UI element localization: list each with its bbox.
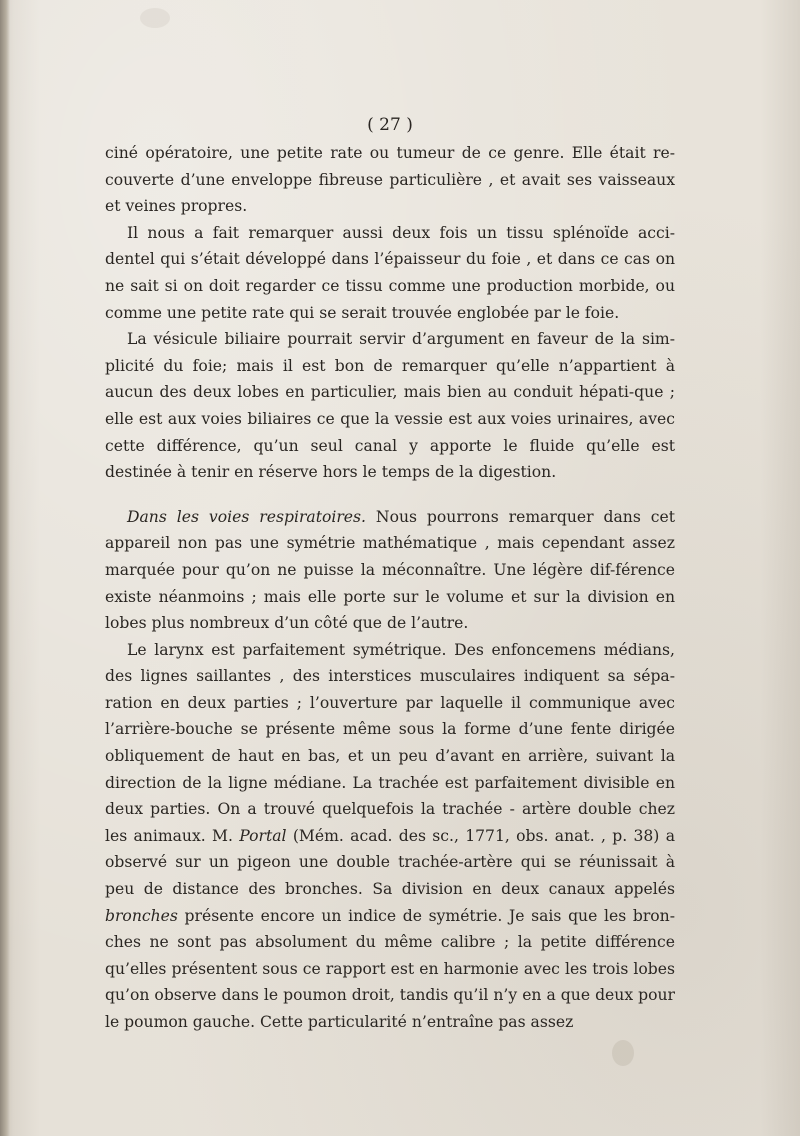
book-spine-shadow: [0, 0, 10, 1136]
paper-stain: [612, 1040, 634, 1066]
text-run: La vésicule biliaire pourrait servir d’argument en faveur de la sim-plicité du foie; mais il est bon de remarquer qu’elle n’appartient à aucun des deux lobes en particulier, mais bien au conduit hépati-que ; elle est aux voies biliaires ce que la vessie est aux voies urinaires, avec cette différence, qu’un seul canal y apporte le fluide qu’elle est destinée à tenir en réserve hors le temps de la digestion.: [105, 330, 675, 482]
paragraph-p5: [105, 637, 675, 1036]
paragraph-p1: [105, 140, 675, 220]
text-run: (Mém. acad. des sc., 1771, obs. anat. , p. 38) a observé sur un pigeon une double trachée-artère qui se réunissait à peu de distance des bronches. Sa division en deux canaux appelés: [105, 826, 675, 899]
book-page: [105, 112, 675, 1036]
text-run: ciné opératoire, une petite rate ou tumeur de ce genre. Elle était re-couverte d’une enveloppe fibreuse particulière , et avait ses vaisseaux et veines propres.: [105, 144, 675, 216]
italic-text: Dans les voies respiratoires.: [127, 507, 366, 526]
page-body: [105, 140, 675, 1036]
text-run: Nous pourrons remarquer dans cet appareil non pas une symétrie mathématique , mais cependant assez marquée pour qu’on ne puisse la méconnaître. Une légère dif-férence existe néanmoins ; mais elle porte sur le volume et sur la division en lobes plus nombreux d’un côté que de l’autre.: [105, 507, 675, 633]
text-run: Le larynx est parfaitement symétrique. Des enfoncemens médians, des lignes saillantes , des interstices musculaires indiquent sa sépa-ration en deux parties ; l’ouverture par laquelle il communique avec l’arrière-bouche se présente même sous la forme d’une fente dirigée obliquement de haut en bas, et un peu d’avant en arrière, suivant la direction de la ligne médiane. La trachée est parfaitement divisible en deux parties. On a trouvé quelquefois la trachée - artère double chez les animaux. M.: [105, 640, 675, 845]
italic-text: bronches: [105, 906, 178, 925]
italic-text: Portal: [239, 826, 287, 845]
page-number: ( 27 ): [367, 115, 413, 135]
paragraph-p4: [105, 504, 675, 637]
paragraph-p2: [105, 220, 675, 326]
text-run: Il nous a fait remarquer aussi deux fois un tissu splénoïde acci-dentel qui s’était développé dans l’épaisseur du foie , et dans ce cas on ne sait si on doit regarder ce tissu comme une production morbide, ou comme une petite rate qui se serait trouvée englobée par le foie.: [105, 223, 675, 322]
section-gap: [105, 486, 675, 504]
paper-stain: [140, 8, 170, 28]
text-run: présente encore un indice de symétrie. Je sais que les bron-ches ne sont pas absolument du même calibre ; la petite différence qu’elles présentent sous ce rapport est en harmonie avec les trois lobes qu’on observe dans le poumon droit, tandis qu’il n’y en a que deux pour le poumon gauche. Cette particularité n’entraîne pas assez: [105, 906, 675, 1031]
paragraph-p3: [105, 326, 675, 486]
